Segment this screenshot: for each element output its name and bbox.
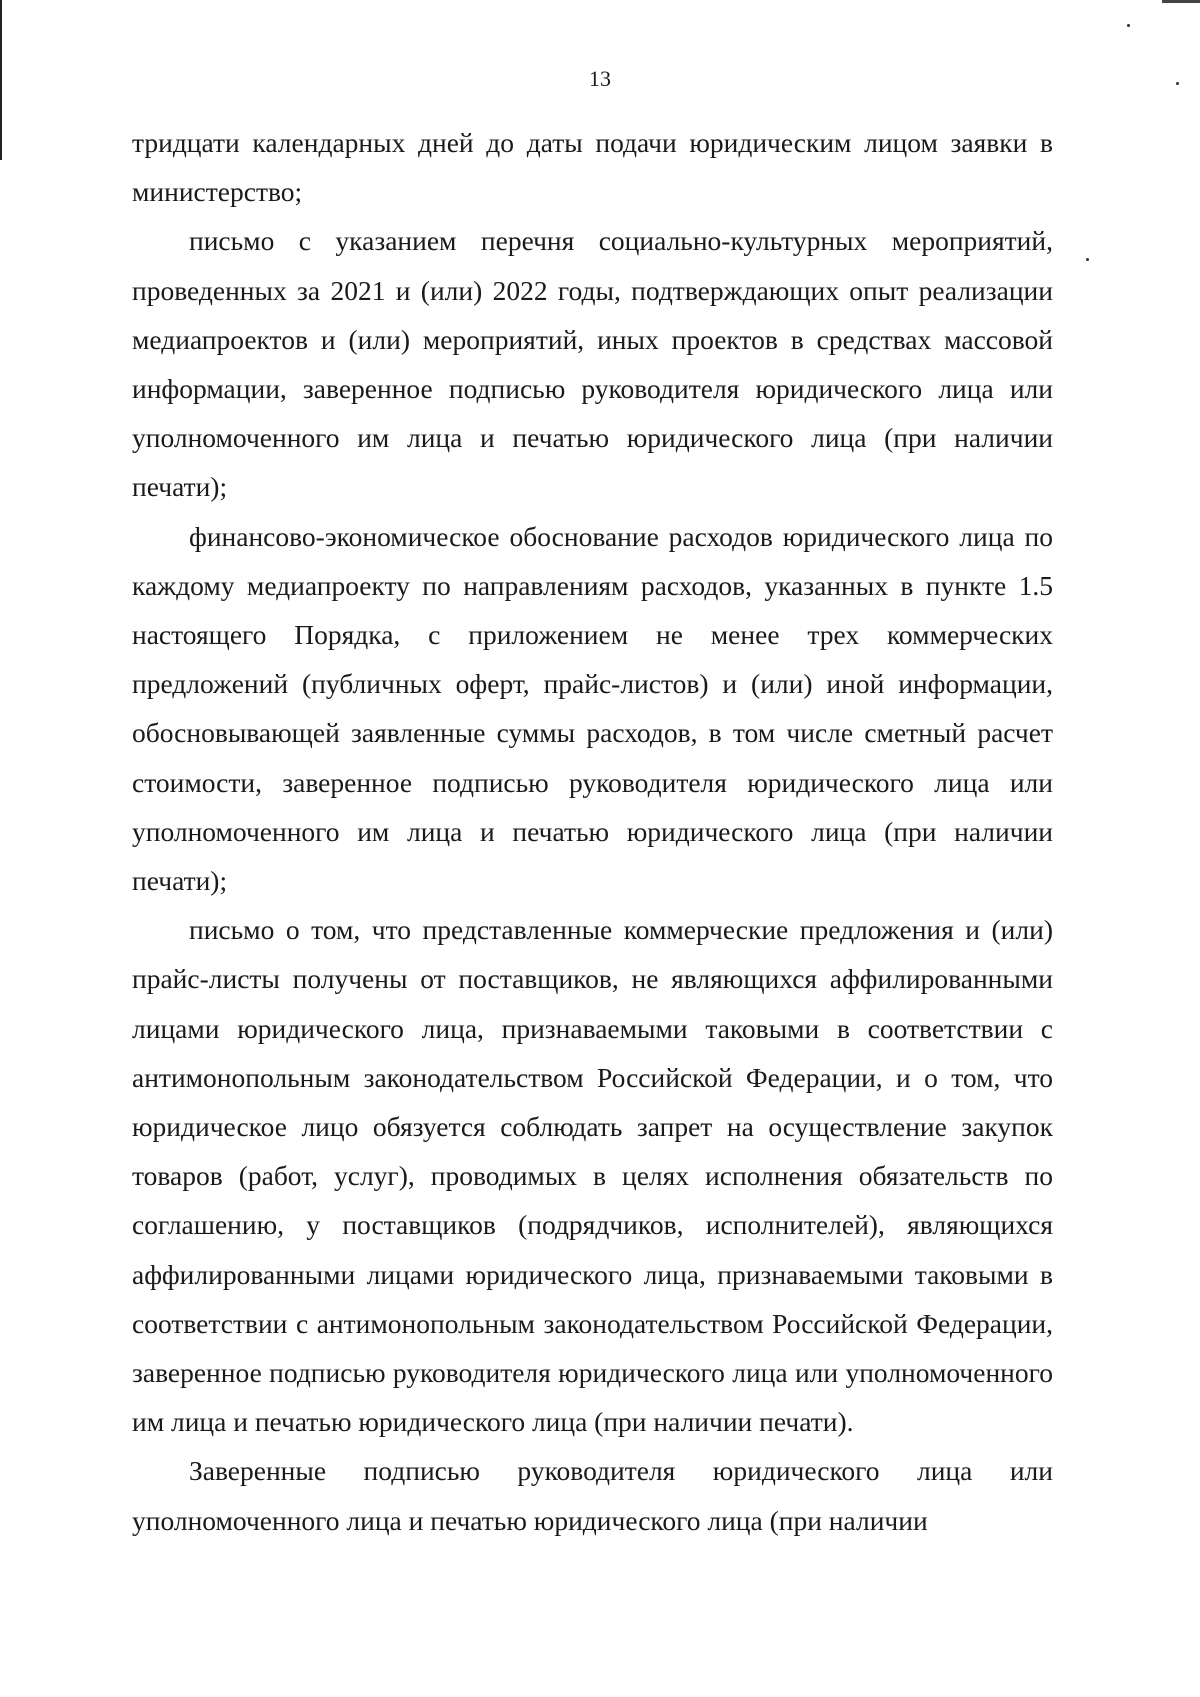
paragraph-certified-copies: Заверенные подписью руководителя юридического лица или уполномоченного лица и печатью юридического лица (при наличии (132, 1455, 1053, 1536)
document-body (132, 118, 1053, 1545)
page-number: 13 (589, 66, 611, 91)
paragraph-financial-justification: финансово-экономическое обоснование расходов юридического лица по каждому медиапроекту по направлениям расходов, указанных в пункте 1.5 настоящего Порядка, с приложением не менее трех коммерческих предложений (публичных оферт, прайс-листов) и (или) иной информации, обосновывающей заявленные суммы расходов, в том числе сметный расчет стоимости, заверенное подписью руководителя юридического лица или уполномоченного им лица и печатью юридического лица (при наличии печати); (132, 520, 1053, 897)
scan-speck (1086, 258, 1089, 261)
scan-corner-artifact (1162, 0, 1200, 3)
paragraph-letter-events-list: письмо с указанием перечня социально-культурных мероприятий, проведенных за 2021 и (или) 2022 годы, подтверждающих опыт реализации медиапроектов и (или) мероприятий, иных проектов в средствах массовой информации, заверенное подписью руководителя юридического лица или уполномоченного им лица и печатью юридического лица (при наличии печати); (132, 225, 1053, 503)
paragraph-letter-suppliers: письмо о том, что представленные коммерческие предложения и (или) прайс-листы получены от поставщиков, не являющихся аффилированными лицами юридического лица, признаваемыми таковыми в соответствии с антимонопольным законодательством Российской Федерации, и о том, что юридическое лицо обязуется соблюдать запрет на осуществление закупок товаров (работ, услуг), проводимых в целях исполнения обязательств по соглашению, у поставщиков (подрядчиков, исполнителей), являющихся аффилированными лицами юридического лица, признаваемыми таковыми в соответствии с антимонопольным законодательством Российской Федерации, заверенное подписью руководителя юридического лица или уполномоченного им лица и печатью юридического лица (при наличии печати). (132, 914, 1053, 1438)
paragraph-continuation: тридцати календарных дней до даты подачи юридическим лицом заявки в министерство; (132, 127, 1053, 208)
scan-speck (1127, 24, 1130, 27)
